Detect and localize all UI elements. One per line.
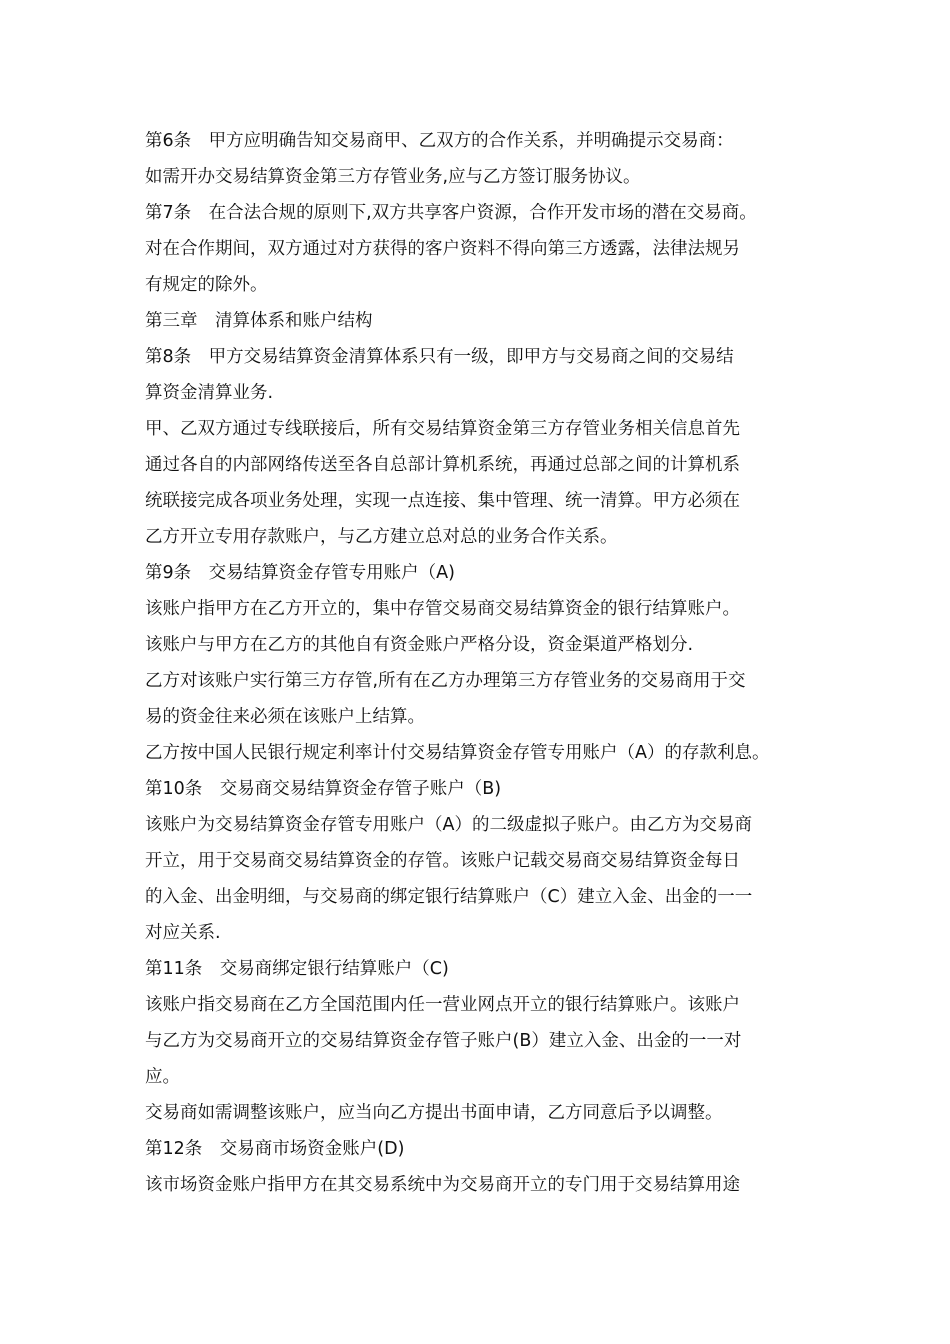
text-line: 该账户指甲方在乙方开立的，集中存管交易商交易结算资金的银行结算账户。 — [145, 599, 740, 619]
text-line: 乙方对该账户实行第三方存管,所有在乙方办理第三方存管业务的交易商用于交 — [145, 671, 746, 691]
text-line: 应。 — [145, 1067, 180, 1087]
document-body — [145, 123, 825, 1203]
text-line: 对在合作期间，双方通过对方获得的客户资料不得向第三方透露，法律法规另 — [145, 239, 740, 259]
text-line: 与乙方为交易商开立的交易结算资金存管子账户(B）建立入金、出金的一一对 — [145, 1031, 742, 1051]
text-line: 该账户与甲方在乙方的其他自有资金账户严格分设，资金渠道严格划分. — [145, 635, 694, 655]
text-line: 如需开办交易结算资金第三方存管业务,应与乙方签订服务协议。 — [145, 167, 641, 187]
text-line: 乙方按中国人民银行规定利率计付交易结算资金存管专用账户（A）的存款利息。 — [145, 743, 770, 763]
text-line: 第8条 甲方交易结算资金清算体系只有一级，即甲方与交易商之间的交易结 — [145, 347, 734, 367]
text-line: 第9条 交易结算资金存管专用账户（A) — [145, 563, 455, 583]
chapter-heading: 第三章 清算体系和账户结构 — [145, 311, 373, 331]
text-line: 第11条 交易商绑定银行结算账户（C) — [145, 959, 449, 979]
text-line: 交易商如需调整该账户，应当向乙方提出书面申请，乙方同意后予以调整。 — [145, 1103, 723, 1123]
text-line: 对应关系. — [145, 923, 221, 943]
text-line: 该市场资金账户指甲方在其交易系统中为交易商开立的专门用于交易结算用途 — [145, 1175, 740, 1195]
text-line: 统联接完成各项业务处理，实现一点连接、集中管理、统一清算。甲方必须在 — [145, 491, 740, 511]
text-line: 该账户指交易商在乙方全国范围内任一营业网点开立的银行结算账户。该账户 — [145, 995, 740, 1015]
text-line: 有规定的除外。 — [145, 275, 268, 295]
text-line: 该账户为交易结算资金存管专用账户（A）的二级虚拟子账户。由乙方为交易商 — [145, 815, 752, 835]
text-line: 第10条 交易商交易结算资金存管子账户（B) — [145, 779, 502, 799]
text-line: 通过各自的内部网络传送至各自总部计算机系统，再通过总部之间的计算机系 — [145, 455, 740, 475]
text-line: 的入金、出金明细，与交易商的绑定银行结算账户（C）建立入金、出金的一一 — [145, 887, 753, 907]
text-line: 第6条 甲方应明确告知交易商甲、乙双方的合作关系，并明确提示交易商： — [145, 131, 734, 151]
text-line: 乙方开立专用存款账户，与乙方建立总对总的业务合作关系。 — [145, 527, 618, 547]
text-line: 开立，用于交易商交易结算资金的存管。该账户记载交易商交易结算资金每日 — [145, 851, 740, 871]
text-line: 甲、乙双方通过专线联接后，所有交易结算资金第三方存管业务相关信息首先 — [145, 419, 740, 439]
text-line: 第7条 在合法合规的原则下,双方共享客户资源，合作开发市场的潜在交易商。 — [145, 203, 757, 223]
text-line: 第12条 交易商市场资金账户(D) — [145, 1139, 405, 1159]
text-line: 算资金清算业务. — [145, 383, 274, 403]
text-line: 易的资金往来必须在该账户上结算。 — [145, 707, 425, 727]
